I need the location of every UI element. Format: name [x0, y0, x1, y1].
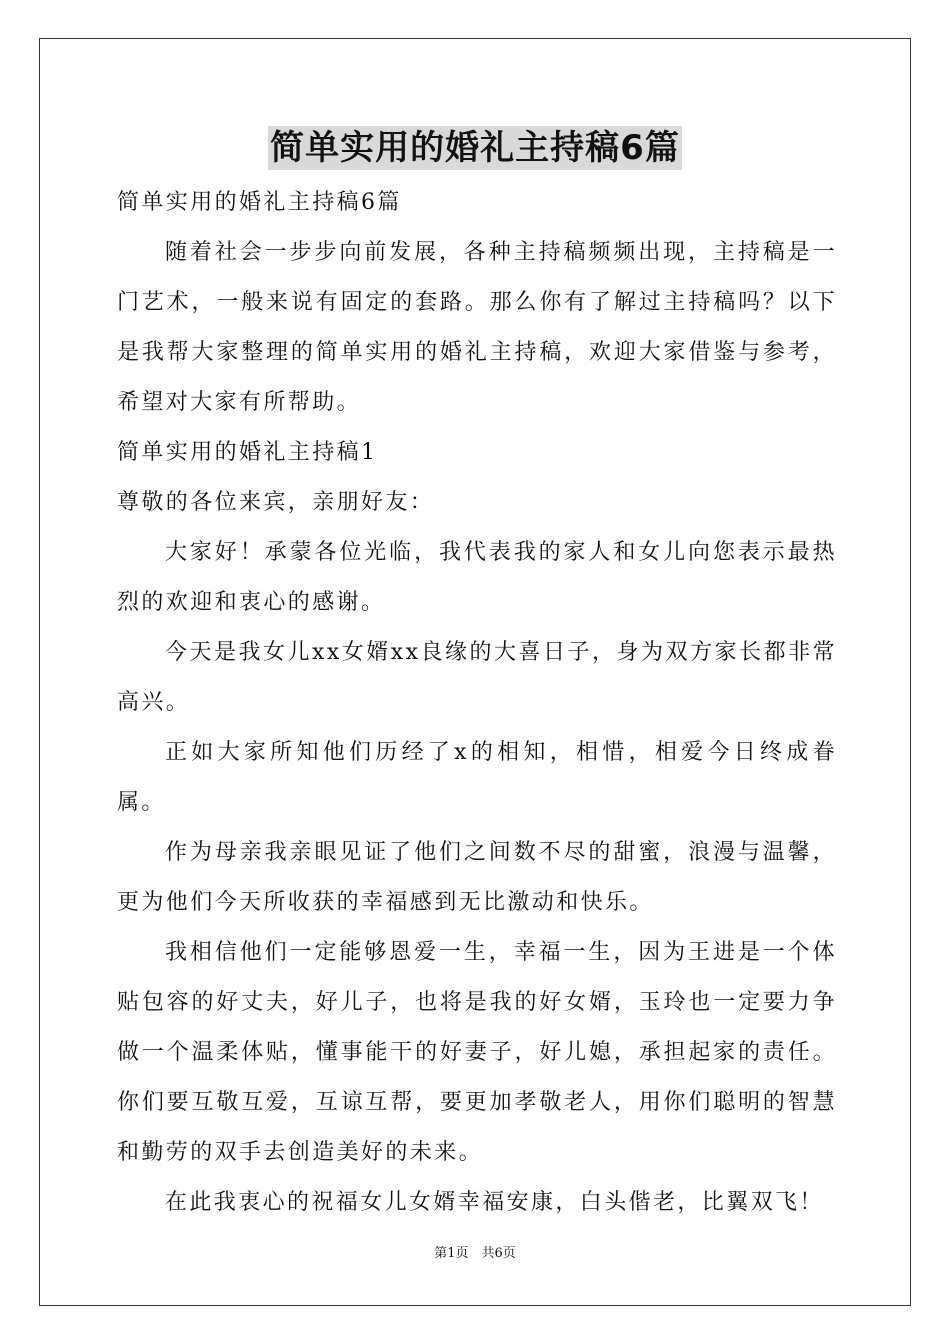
paragraph: 简单实用的婚礼主持稿1 — [117, 440, 378, 465]
document-body — [117, 178, 837, 1228]
paragraph: 简单实用的婚礼主持稿6篇 — [117, 190, 402, 215]
paragraph: 尊敬的各位来宾，亲朋好友： — [117, 490, 435, 515]
paragraph: 随着社会一步步向前发展，各种主持稿频频出现，主持稿是一门艺术，一般来说有固定的套路。那么你有了解过主持稿吗？以下是我帮大家整理的简单实用的婚礼主持稿，欢迎大家借鉴与参考，希望对大家有所帮助。 — [117, 240, 837, 415]
paragraph: 我相信他们一定能够恩爱一生，幸福一生，因为王进是一个体贴包容的好丈夫，好儿子，也将是我的好女婿，玉玲也一定要力争做一个温柔体贴，懂事能干的好妻子，好儿媳，承担起家的责任。你们要互敬互爱，互谅互帮，要更加孝敬老人，用你们聪明的智慧和勤劳的双手去创造美好的未来。 — [117, 940, 837, 1165]
paragraph: 今天是我女儿xx女婿xx良缘的大喜日子，身为双方家长都非常高兴。 — [117, 640, 837, 715]
paragraph: 在此我衷心的祝福女儿女婿幸福安康，白头偕老，比翼双飞！ — [165, 1190, 824, 1215]
paragraph: 作为母亲我亲眼见证了他们之间数不尽的甜蜜，浪漫与温馨，更为他们今天所收获的幸福感到无比激动和快乐。 — [117, 840, 837, 915]
paragraph: 大家好！承蒙各位光临，我代表我的家人和女儿向您表示最热烈的欢迎和衷心的感谢。 — [117, 540, 837, 615]
page-footer: 第1页 共6页 — [434, 1246, 516, 1261]
document-title: 简单实用的婚礼主持稿6篇 — [270, 128, 680, 168]
paragraph: 正如大家所知他们历经了x的相知，相惜，相爱今日终成眷属。 — [117, 740, 837, 815]
title-container — [0, 126, 950, 170]
